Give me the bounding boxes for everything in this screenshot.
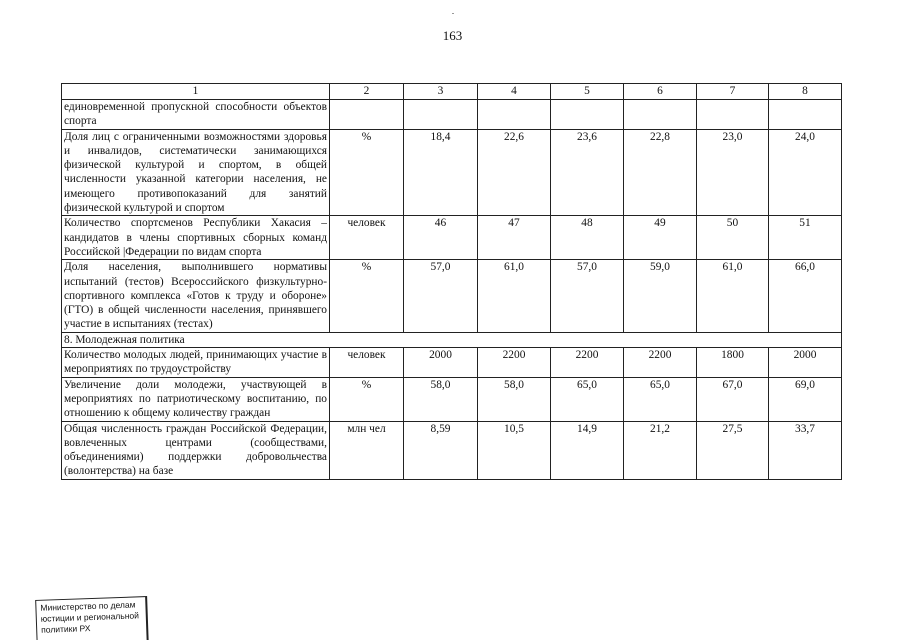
table-row	[62, 216, 842, 260]
table-row	[62, 100, 842, 130]
value-cell: 58,0	[404, 377, 478, 421]
value-cell: 47	[478, 216, 551, 260]
value-cell	[697, 100, 769, 130]
page-number: 163	[442, 28, 463, 43]
table-row	[62, 421, 842, 479]
value-cell: 57,0	[404, 260, 478, 332]
value-cell	[769, 100, 842, 130]
column-header-5: 5	[551, 84, 624, 100]
value-cell: 27,5	[697, 421, 769, 479]
stamp-line: юстиции и региональной	[40, 610, 140, 624]
indicator-cell: единовременной пропускной способности объектов спорта	[62, 100, 330, 130]
value-cell	[551, 100, 624, 130]
value-cell: 21,2	[624, 421, 697, 479]
value-cell: 50	[697, 216, 769, 260]
value-cell: 61,0	[697, 260, 769, 332]
value-cell	[478, 100, 551, 130]
value-cell: 22,8	[624, 129, 697, 216]
value-cell	[404, 100, 478, 130]
value-cell: 2000	[769, 348, 842, 378]
unit-cell: человек	[330, 348, 404, 378]
column-header-2: 2	[330, 84, 404, 100]
table-row	[62, 348, 842, 378]
table-body	[62, 84, 842, 480]
indicator-cell: Количество спортсменов Республики Хакасия – кандидатов в члены спортивных сборных команд Российской |Федерации по видам спорта	[62, 216, 330, 260]
unit-cell: человек	[330, 216, 404, 260]
value-cell: 33,7	[769, 421, 842, 479]
registration-stamp	[35, 596, 149, 640]
value-cell: 49	[624, 216, 697, 260]
scan-speck	[452, 13, 454, 14]
value-cell: 10,5	[478, 421, 551, 479]
indicator-cell: Увеличение доли молодежи, участвующей в мероприятиях по патриотическому воспитанию, по отношению к общему количеству граждан	[62, 377, 330, 421]
value-cell: 67,0	[697, 377, 769, 421]
value-cell: 59,0	[624, 260, 697, 332]
unit-cell: %	[330, 129, 404, 216]
section-row	[62, 332, 842, 347]
table-row	[62, 377, 842, 421]
column-header-3: 3	[404, 84, 478, 100]
value-cell: 65,0	[624, 377, 697, 421]
value-cell: 69,0	[769, 377, 842, 421]
indicator-cell: Количество молодых людей, принимающих участие в мероприятиях по трудоустройству	[62, 348, 330, 378]
value-cell: 2000	[404, 348, 478, 378]
indicators-table	[61, 83, 842, 480]
value-cell: 2200	[624, 348, 697, 378]
value-cell: 58,0	[478, 377, 551, 421]
indicator-cell: Доля лиц с ограниченными возможностями здоровья и инвалидов, систематически занимающихся физической культурой и спортом, в общей численности указанной категории населения, не имеющего противопоказаний для занятий физической культурой и спортом	[62, 129, 330, 216]
value-cell: 8,59	[404, 421, 478, 479]
value-cell: 14,9	[551, 421, 624, 479]
stamp-line: политики РХ	[41, 623, 91, 635]
value-cell	[624, 100, 697, 130]
value-cell: 1800	[697, 348, 769, 378]
value-cell: 46	[404, 216, 478, 260]
value-cell: 18,4	[404, 129, 478, 216]
value-cell: 22,6	[478, 129, 551, 216]
value-cell: 66,0	[769, 260, 842, 332]
value-cell: 65,0	[551, 377, 624, 421]
value-cell: 61,0	[478, 260, 551, 332]
column-header-6: 6	[624, 84, 697, 100]
section-title: 8. Молодежная политика	[62, 332, 842, 347]
column-header-1: 1	[62, 84, 330, 100]
column-header-4: 4	[478, 84, 551, 100]
stamp-line: Министерство по делам	[40, 599, 136, 613]
indicator-cell: Общая численность граждан Российской Федерации, вовлеченных центрами (сообществами, объединениями) поддержки добровольчества (волонтерства) на базе	[62, 421, 330, 479]
value-cell: 23,6	[551, 129, 624, 216]
table-row	[62, 129, 842, 216]
value-cell: 23,0	[697, 129, 769, 216]
unit-cell: %	[330, 260, 404, 332]
unit-cell: %	[330, 377, 404, 421]
column-header-7: 7	[697, 84, 769, 100]
value-cell: 24,0	[769, 129, 842, 216]
value-cell: 2200	[551, 348, 624, 378]
table-row	[62, 260, 842, 332]
indicator-cell: Доля населения, выполнившего нормативы испытаний (тестов) Всероссийского физкультурно-спортивного комплекса «Готов к труду и обороне» (ГТО) в общей численности населения, принявшего участие в испытаниях (тестах)	[62, 260, 330, 332]
unit-cell	[330, 100, 404, 130]
value-cell: 51	[769, 216, 842, 260]
column-header-8: 8	[769, 84, 842, 100]
table-header-row	[62, 84, 842, 100]
value-cell: 2200	[478, 348, 551, 378]
value-cell: 48	[551, 216, 624, 260]
value-cell: 57,0	[551, 260, 624, 332]
unit-cell: млн чел	[330, 421, 404, 479]
